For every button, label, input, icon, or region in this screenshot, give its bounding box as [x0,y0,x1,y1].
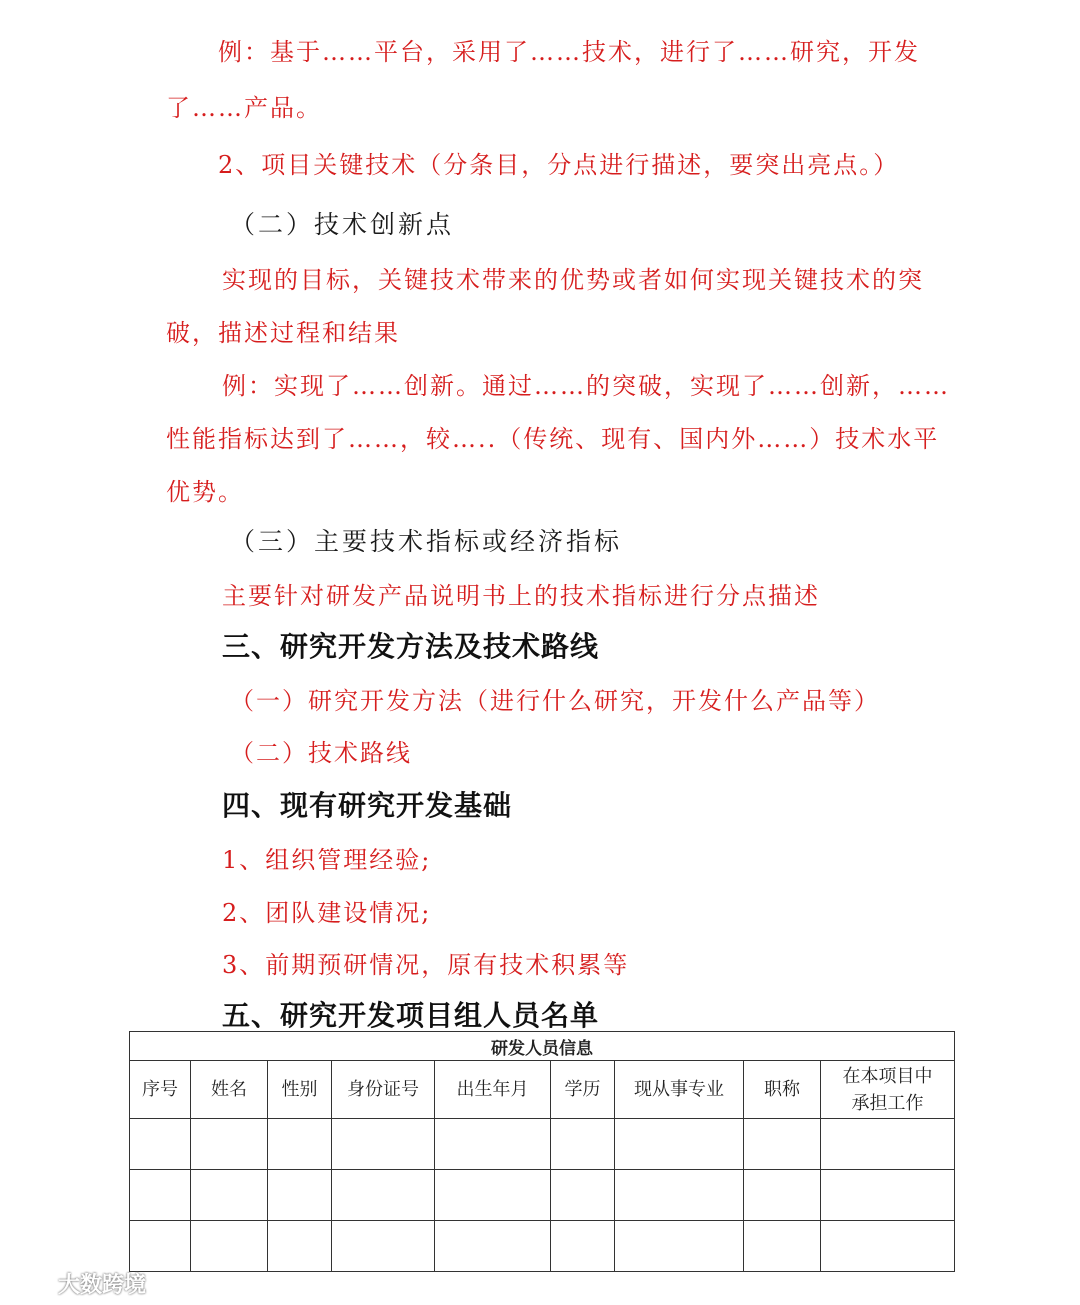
section-indicators: （三）主要技术指标或经济指标 [230,527,623,556]
table-cell [551,1119,615,1170]
heading-section-3: 三、研究开发方法及技术路线 [222,630,600,663]
header-name: 姓名 [191,1061,268,1119]
table-caption: 研发人员信息 [130,1032,955,1061]
header-gender: 性别 [268,1061,332,1119]
methods-item: （一）研究开发方法（进行什么研究，开发什么产品等） [230,687,880,715]
innovation-example-line1: 例：实现了……创新。通过……的突破，实现了……创新，…… [222,372,950,400]
watermark-text: 大数跨境 [58,1273,147,1298]
table-cell [744,1170,821,1221]
table-cell [435,1170,551,1221]
innovation-desc-line2: 破，描述过程和结果 [166,319,400,347]
foundation-item-3: 3、前期预研情况，原有技术积累等 [222,951,630,979]
table-cell [744,1119,821,1170]
table-row [130,1221,955,1272]
table-cell [744,1221,821,1272]
table-cell [268,1221,332,1272]
tech-route-item: （二）技术路线 [230,739,412,767]
foundation-item-2: 2、团队建设情况; [222,899,432,927]
table-cell [551,1221,615,1272]
table-cell [435,1221,551,1272]
header-index: 序号 [130,1061,191,1119]
header-id-number: 身份证号 [332,1061,435,1119]
header-role [821,1061,955,1119]
paragraph-example-line1: 例：基于……平台，采用了……技术，进行了……研究，开发 [218,38,920,66]
table-cell [191,1221,268,1272]
table-cell [821,1170,955,1221]
table-cell [332,1221,435,1272]
table-row [130,1170,955,1221]
table-cell [615,1119,744,1170]
table-cell [435,1119,551,1170]
table-cell [130,1221,191,1272]
heading-section-4: 四、现有研究开发基础 [222,789,513,822]
header-major: 现从事专业 [615,1061,744,1119]
innovation-example-line2: 性能指标达到了……，较…..（传统、现有、国内外……）技术水平 [166,425,940,453]
table-cell [821,1119,955,1170]
table-cell [615,1170,744,1221]
table-cell [268,1170,332,1221]
paragraph-example-line2: 了……产品。 [166,94,322,122]
header-title: 职称 [744,1061,821,1119]
indicators-desc: 主要针对研发产品说明书上的技术指标进行分点描述 [222,582,820,610]
table-cell [332,1119,435,1170]
header-education: 学历 [551,1061,615,1119]
section-tech-innovation: （二）技术创新点 [230,210,455,239]
table-row [130,1119,955,1170]
table-cell [821,1221,955,1272]
table-cell [130,1119,191,1170]
key-tech-item: 2、项目关键技术（分条目，分点进行描述，要突出亮点。） [218,151,900,179]
table-cell [332,1170,435,1221]
heading-section-5: 五、研究开发项目组人员名单 [222,999,600,1032]
table-cell [191,1119,268,1170]
table-cell [191,1170,268,1221]
watermark-logo-icon [10,1273,54,1295]
foundation-item-1: 1、组织管理经验; [222,846,432,874]
watermark [10,1268,146,1299]
header-role-line1: 在本项目中 [842,1065,933,1087]
innovation-example-line3: 优势。 [166,478,244,506]
table-cell [615,1221,744,1272]
header-role-line2: 承担工作 [851,1092,924,1114]
table-cell [551,1170,615,1221]
table-cell [268,1119,332,1170]
staff-table [129,1031,955,1272]
table-cell [130,1170,191,1221]
innovation-desc-line1: 实现的目标，关键技术带来的优势或者如何实现关键技术的突 [222,266,924,294]
header-birth-date: 出生年月 [435,1061,551,1119]
